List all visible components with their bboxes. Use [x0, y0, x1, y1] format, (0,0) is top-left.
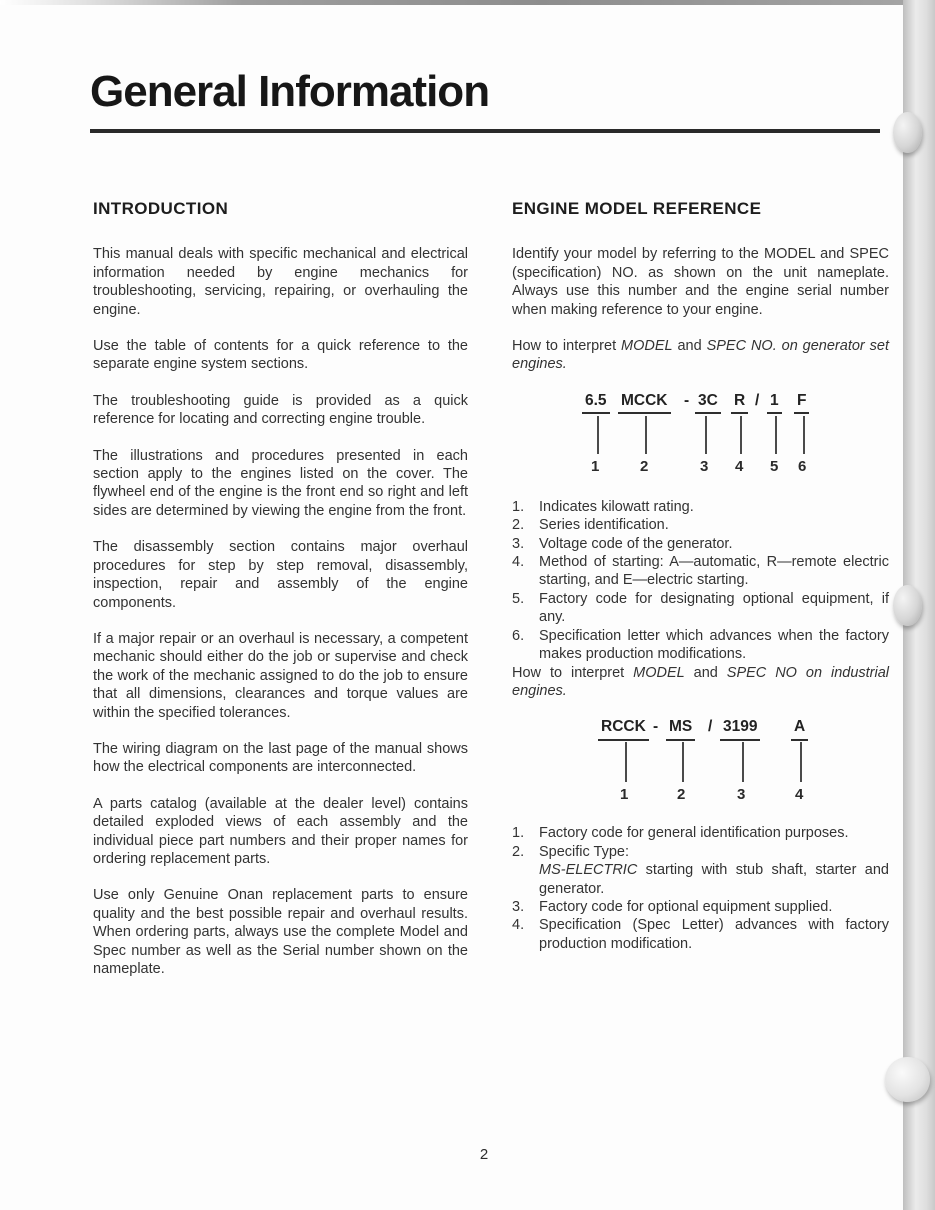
model-token: A: [791, 718, 808, 740]
list-text: [539, 843, 889, 898]
callout-line: [625, 742, 627, 782]
callout-line: [742, 742, 744, 782]
paragraph: The disassembly section contains major overhaul procedures for step by step removal, disassembly, inspection, repair and assembly of the engine components.: [93, 539, 468, 611]
list-marker: 4.: [512, 917, 525, 934]
model-separator: -: [684, 391, 690, 409]
list-text: Factory code for designating optional equipment, if any.: [539, 590, 889, 626]
model-token: F: [794, 392, 809, 414]
model-token: 3C: [695, 392, 721, 414]
list-text: Voltage code of the generator.: [539, 535, 733, 552]
list-text-line: Specific Type:: [539, 843, 630, 860]
paragraph: Identify your model by referring to the MODEL and SPEC (specification) NO. as shown on the unit nameplate. Always use this number and the engine serial number when making reference to your engine.: [512, 246, 889, 318]
paragraph: The troubleshooting guide is provided as a quick reference for locating and correcting engine trouble.: [93, 392, 468, 428]
callout-line: [682, 742, 684, 782]
list-marker: 5.: [512, 590, 525, 607]
list-item: [512, 898, 889, 916]
list-marker: 1.: [512, 498, 525, 515]
callout-line: [800, 742, 802, 782]
list-marker: 1.: [512, 825, 525, 842]
caption-text: How to interpret: [512, 338, 621, 355]
list-text-italic: MS-ELECTRIC: [539, 862, 638, 879]
list-text: Indicates kilowatt rating.: [539, 498, 694, 515]
caption-text: and: [684, 664, 727, 681]
paragraph: A parts catalog (available at the dealer level) contains detailed exploded views of each assembly and the individual piece part numbers and their proper names for ordering replacement parts.: [93, 795, 468, 867]
callout-number: 4: [735, 457, 744, 475]
section-heading-engine-model-reference: ENGINE MODEL REFERENCE: [512, 199, 762, 218]
binding-hole: [893, 112, 922, 153]
model-token: MS: [666, 718, 695, 740]
paragraph: The illustrations and procedures presented in each section apply to the engines listed on the cover. The flywheel end of the engine is the front end so right and left sides are determined by viewing the engine from the front.: [93, 447, 468, 519]
list-item: [512, 498, 889, 516]
model-separator: /: [755, 391, 760, 409]
callout-number: 1: [620, 786, 629, 804]
list-item: [512, 627, 889, 664]
left-column: [93, 200, 468, 996]
list-item: [512, 516, 889, 534]
list-item: [512, 535, 889, 553]
paragraph: This manual deals with specific mechanical and electrical information needed by engine mechanics for troubleshooting, servicing, repairing, or overhauling the engine.: [93, 246, 468, 318]
paragraph: Use the table of contents for a quick reference to the separate engine system sections.: [93, 338, 468, 373]
callout-number: 4: [795, 786, 804, 804]
model-token: R: [731, 392, 748, 414]
model-token: RCCK: [598, 718, 649, 740]
list-text: Series identification.: [539, 517, 669, 534]
list-marker: 2.: [512, 517, 525, 534]
caption-italic: MODEL: [621, 338, 673, 355]
industrial-code-list: [512, 824, 889, 953]
title-rule: [90, 129, 880, 133]
callout-number: 3: [700, 457, 709, 475]
callout-line: [597, 416, 599, 454]
binding-hole: [893, 585, 922, 626]
callout-number: 2: [677, 786, 686, 804]
caption-italic: SPEC NO. on generator set engines.: [512, 338, 889, 373]
list-text: Specification (Spec Letter) advances with factory production modification.: [539, 917, 889, 952]
list-item: [512, 843, 889, 898]
callout-number: 5: [770, 457, 779, 475]
callout-line: [775, 416, 777, 454]
interpret-industrial-caption: [512, 664, 889, 701]
callout-number: 3: [737, 786, 746, 804]
list-item: [512, 590, 889, 627]
callout-line: [803, 416, 805, 454]
list-item: [512, 824, 889, 842]
list-text-rest: starting with stub shaft, starter and generator.: [539, 862, 889, 897]
callout-number: 6: [798, 457, 807, 475]
caption-italic: MODEL: [633, 664, 685, 681]
list-text: Factory code for optional equipment supplied.: [539, 898, 833, 915]
list-text: Method of starting: A—automatic, R—remote electric starting, and E—electric starting.: [539, 554, 889, 589]
model-separator: /: [708, 718, 713, 736]
scan-edge-top: [0, 0, 935, 5]
list-text: Specification letter which advances when the factory makes production modifications.: [539, 627, 889, 663]
model-separator: -: [653, 718, 659, 736]
callout-line: [740, 416, 742, 454]
callout-line: [705, 416, 707, 454]
list-text: Factory code for general identification purposes.: [539, 825, 849, 842]
model-breakdown-industrial: [512, 718, 889, 806]
callout-number: 2: [640, 457, 649, 475]
page-title: General Information: [90, 67, 490, 116]
callout-number: 1: [591, 457, 600, 475]
paragraph: If a major repair or an overhaul is necessary, a competent mechanic should either do the job or supervise and check the work of the mechanic assigned to do the job to ensure that all dimensions, clearances and torque values are within the specified tolerances.: [93, 630, 468, 721]
binding-hole: [885, 1057, 930, 1102]
list-marker: 4.: [512, 554, 525, 571]
model-token: 1: [767, 392, 782, 414]
interpret-generator-caption: [512, 337, 889, 374]
caption-text: and: [672, 338, 707, 355]
model-breakdown-generator: [512, 392, 889, 480]
section-heading-introduction: INTRODUCTION: [93, 199, 229, 218]
caption-text: How to interpret: [512, 664, 634, 681]
model-token: MCCK: [618, 392, 671, 414]
list-marker: 6.: [512, 627, 525, 644]
right-column: [512, 200, 889, 953]
list-item: [512, 553, 889, 590]
model-token: 6.5: [582, 392, 610, 414]
caption-italic: SPEC NO on industrial engines.: [512, 664, 889, 699]
paragraph: Use only Genuine Onan replacement parts to ensure quality and the best possible repair and overhaul results. When ordering parts, always use the complete Model and Spec number as well as the Serial number shown on the nameplate.: [93, 887, 468, 977]
paragraph: The wiring diagram on the last page of the manual shows how the electrical components are interconnected.: [93, 740, 468, 776]
list-marker: 3.: [512, 898, 525, 915]
callout-line: [645, 416, 647, 454]
page-number: 2: [479, 1146, 489, 1163]
list-item: [512, 916, 889, 953]
generator-code-list: [512, 498, 889, 664]
list-marker: 2.: [512, 843, 525, 860]
model-token: 3199: [720, 718, 760, 740]
list-marker: 3.: [512, 535, 525, 552]
